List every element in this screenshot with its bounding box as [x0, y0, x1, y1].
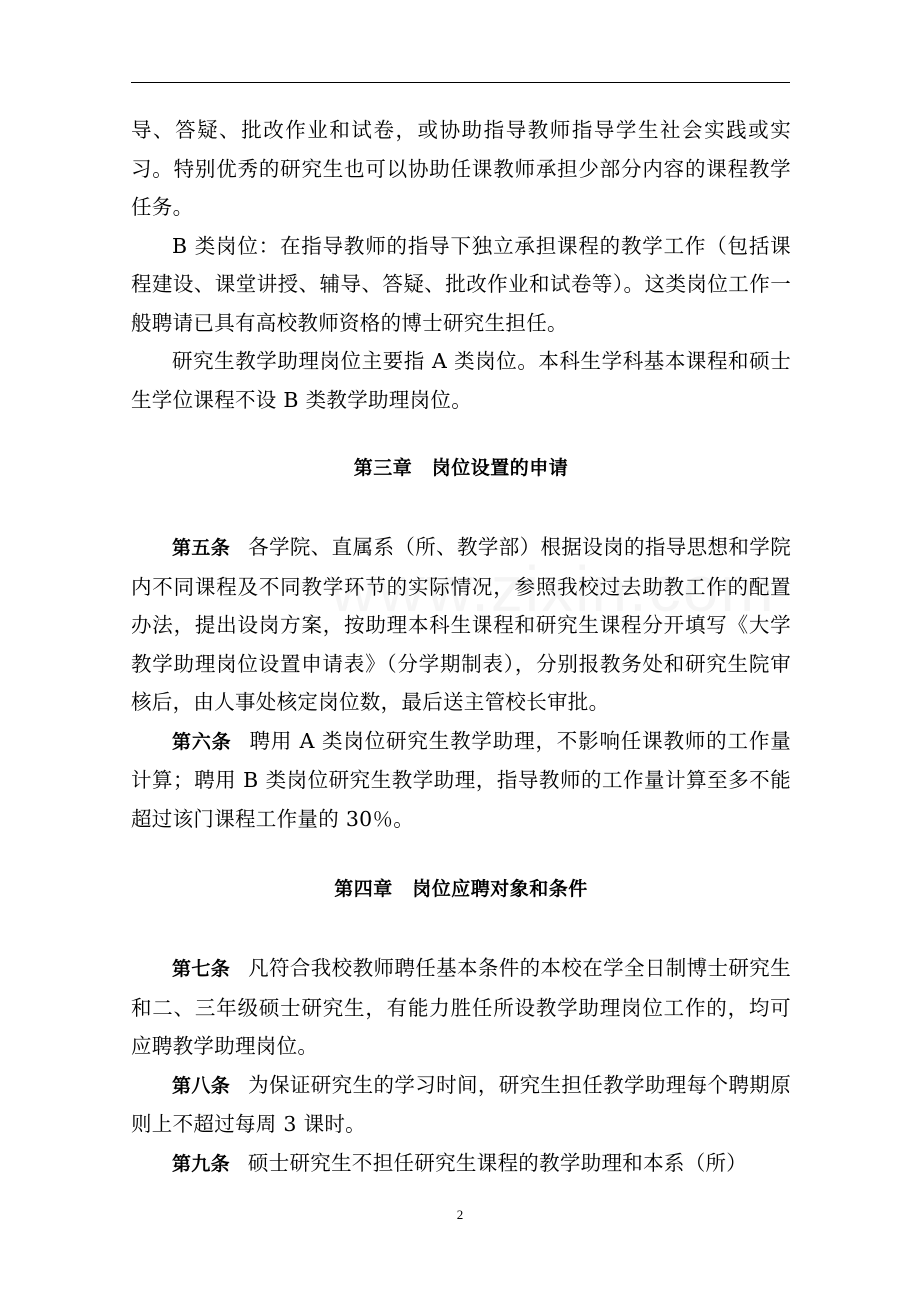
article-7-label: 第七条 [172, 958, 231, 980]
article-7 [131, 949, 791, 1066]
article-6-text: 聘用 A 类岗位研究生教学助理，不影响任课教师的工作量计算；聘用 B 类岗位研究生教学助理，指导教师的工作量计算至多不能超过该门课程工作量的 30％。 [131, 728, 791, 831]
article-8 [131, 1066, 791, 1144]
article-5-label: 第五条 [172, 537, 231, 559]
article-6-label: 第六条 [172, 730, 232, 753]
article-9 [131, 1144, 791, 1184]
article-5-text: 各学院、直属系（所、教学部）根据设岗的指导思想和学院内不同课程及不同教学环节的实际情况，参照我校过去助教工作的配置办法，提出设岗方案，按助理本科生课程和研究生课程分开填写《大学教学助理岗位设置申请表》（分学期制表），分别报教务处和研究生院审核后，由人事处核定岗位数，最后送主管校长审批。 [131, 535, 791, 714]
header-rule [131, 82, 790, 83]
paragraph-a-class-main: 研究生教学助理岗位主要指 A 类岗位。本科生学科基本课程和硕士生学位课程不设 B 类教学助理岗位。 [131, 349, 791, 412]
chapter-3-heading: 第三章 岗位设置的申请 [353, 457, 569, 479]
article-9-label: 第九条 [172, 1152, 230, 1175]
document-body [131, 111, 791, 1183]
article-6 [131, 722, 791, 839]
chapter-4-heading: 第四章 岗位应聘对象和条件 [334, 878, 588, 900]
article-9-text: 硕士研究生不担任研究生课程的教学助理和本系（所） [247, 1150, 748, 1175]
article-8-text: 为保证研究生的学习时间，研究生担任教学助理每个聘期原则上不超过每周 3 课时。 [131, 1072, 791, 1136]
article-7-text: 凡符合我校教师聘任基本条件的本校在学全日制博士研究生和二、三年级硕士研究生，有能力胜任所设教学助理岗位工作的，均可应聘教学助理岗位。 [131, 956, 791, 1058]
page-number: 2 [456, 1207, 464, 1222]
article-5 [131, 528, 791, 722]
paragraph-b-class: B 类岗位：在指导教师的指导下独立承担课程的教学工作（包括课程建设、课堂讲授、辅导、答疑、批改作业和试卷等）。这类岗位工作一般聘请已具有高校教师资格的博士研究生担任。 [131, 233, 791, 335]
article-8-label: 第八条 [172, 1074, 231, 1097]
paragraph-continued: 导、答疑、批改作业和试卷，或协助指导教师指导学生社会实践或实习。特别优秀的研究生也可以协助任课教师承担少部分内容的课程教学任务。 [131, 118, 791, 219]
